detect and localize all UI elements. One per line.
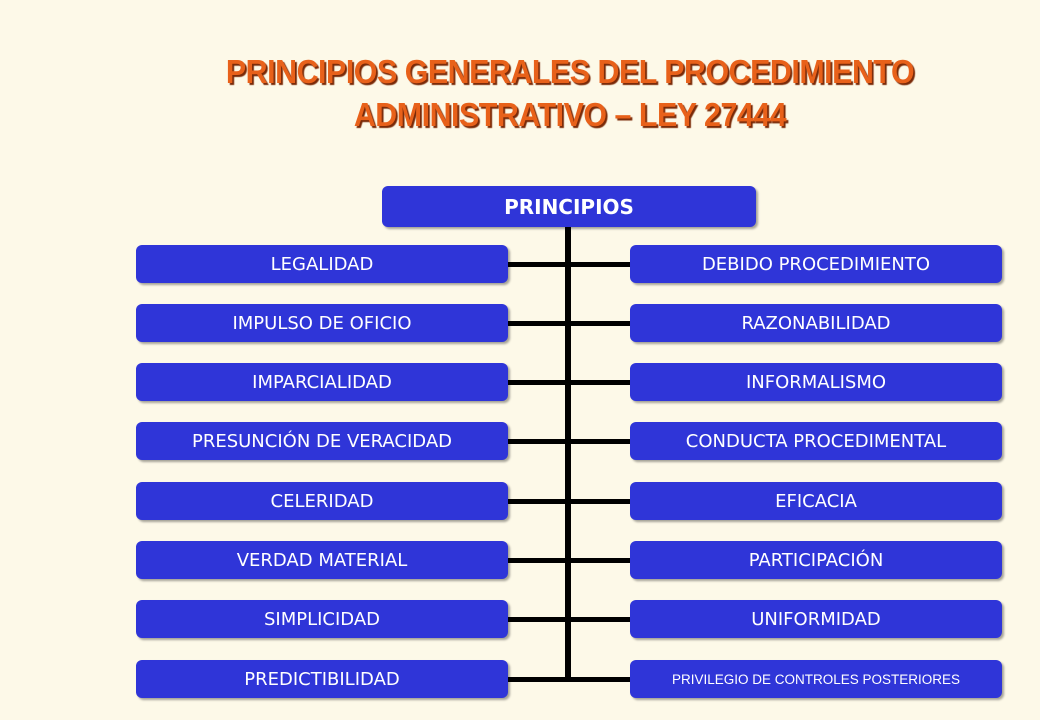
principle-box-left: IMPULSO DE OFICIO: [136, 304, 508, 342]
principle-box-left: IMPARCIALIDAD: [136, 363, 508, 401]
principle-box-right: INFORMALISMO: [630, 363, 1002, 401]
principle-box-left: VERDAD MATERIAL: [136, 541, 508, 579]
connector-left-8: [508, 677, 568, 682]
trunk-connector: [565, 227, 571, 680]
connector-left-1: [508, 262, 568, 267]
connector-left-2: [508, 321, 568, 326]
principle-box-right: CONDUCTA PROCEDIMENTAL: [630, 422, 1002, 460]
connector-right-4: [568, 439, 630, 444]
principle-box-right: DEBIDO PROCEDIMIENTO: [630, 245, 1002, 283]
principle-box-right: RAZONABILIDAD: [630, 304, 1002, 342]
connector-left-6: [508, 558, 568, 563]
principle-box-left: PRESUNCIÓN DE VERACIDAD: [136, 422, 508, 460]
principle-box-right: UNIFORMIDAD: [630, 600, 1002, 638]
connector-right-1: [568, 262, 630, 267]
connector-right-8: [568, 677, 630, 682]
connector-left-3: [508, 380, 568, 385]
principle-box-right: PRIVILEGIO DE CONTROLES POSTERIORES: [630, 660, 1002, 698]
principios-header-box: PRINCIPIOS: [382, 186, 756, 227]
connector-left-4: [508, 439, 568, 444]
principle-box-left: CELERIDAD: [136, 482, 508, 520]
connector-left-5: [508, 499, 568, 504]
principle-box-left: LEGALIDAD: [136, 245, 508, 283]
connector-right-3: [568, 380, 630, 385]
connector-right-5: [568, 499, 630, 504]
connector-right-6: [568, 558, 630, 563]
principle-box-right: PARTICIPACIÓN: [630, 541, 1002, 579]
page-title-line-1: PRINCIPIOS GENERALES DEL PROCEDIMIENTO: [225, 53, 915, 90]
principle-box-left: PREDICTIBILIDAD: [136, 660, 508, 698]
connector-right-7: [568, 617, 630, 622]
principle-box-right: EFICACIA: [630, 482, 1002, 520]
connector-right-2: [568, 321, 630, 326]
page-title-line-2: ADMINISTRATIVO – LEY 27444: [353, 96, 787, 133]
connector-left-7: [508, 617, 568, 622]
principle-box-left: SIMPLICIDAD: [136, 600, 508, 638]
